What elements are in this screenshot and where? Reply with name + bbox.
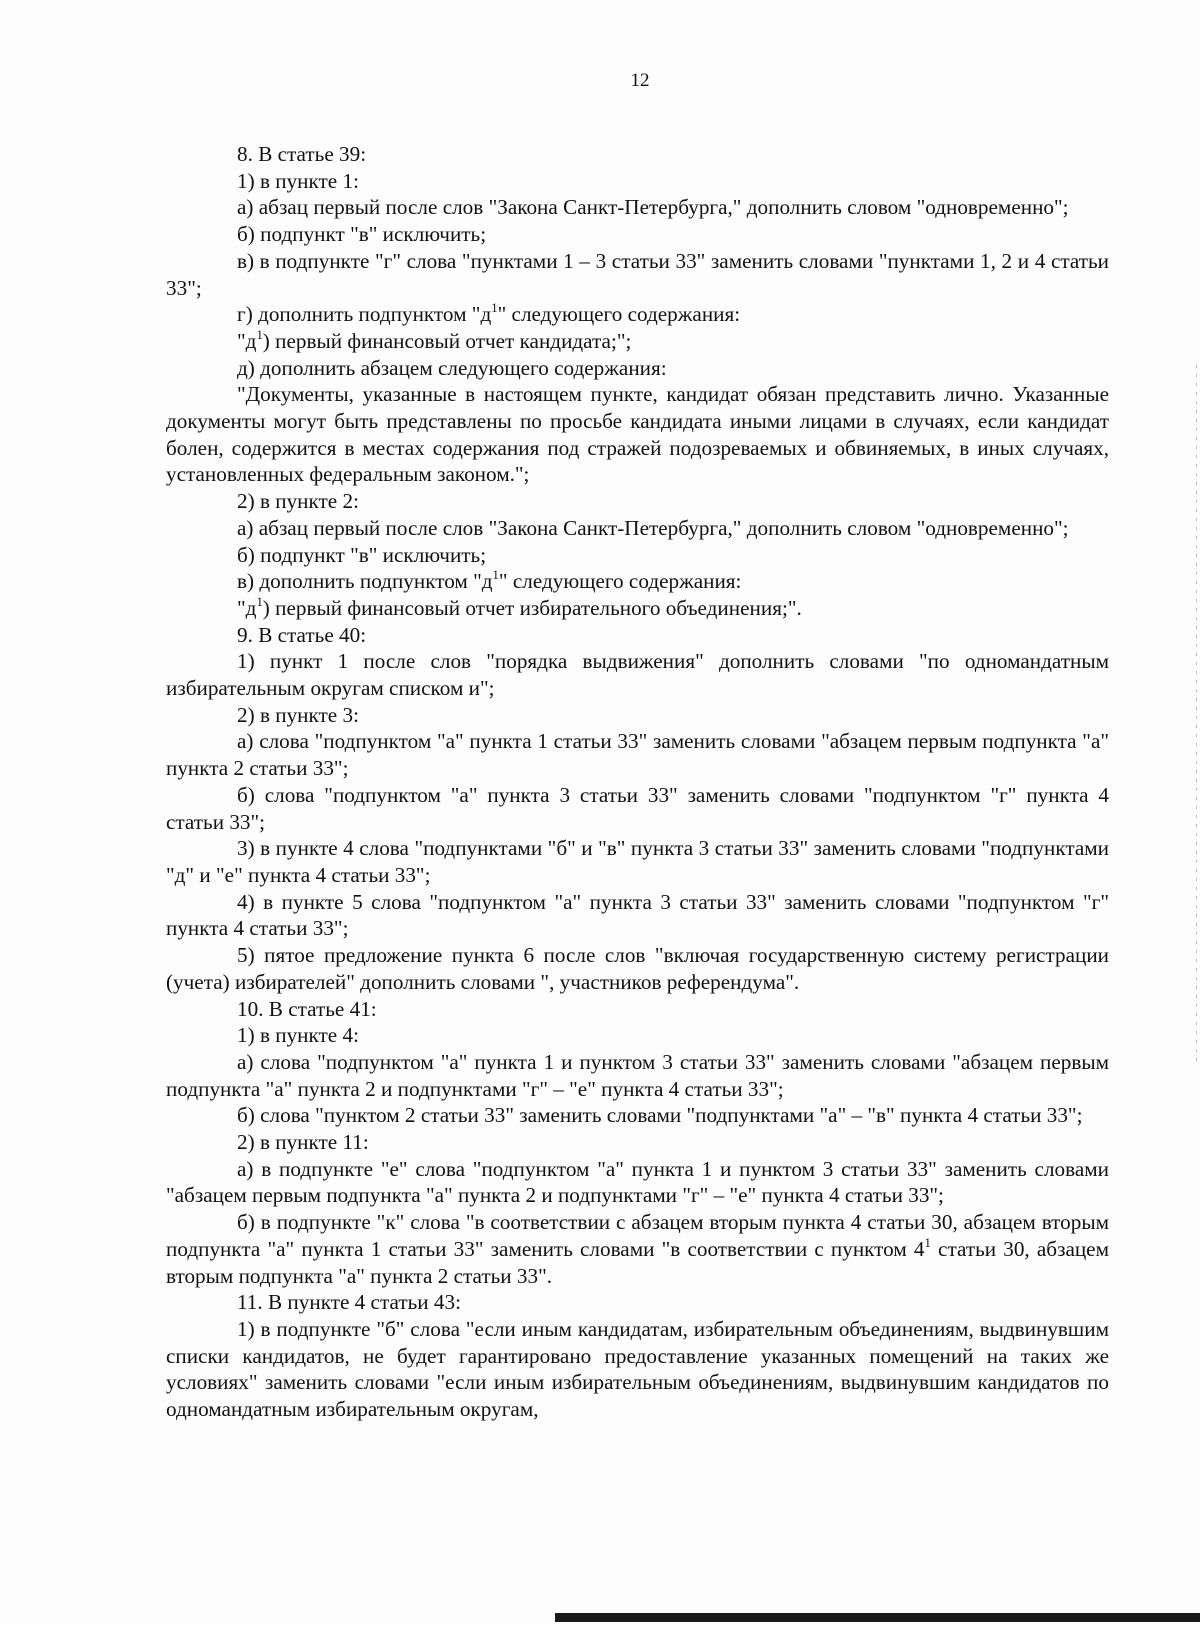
scan-bottom-bar xyxy=(555,1613,1200,1622)
paragraph-text: а) в подпункте "е" слова "подпунктом "а" пункта 1 и пунктом 3 статьи 33" заменить словами "абзацем первым подпункта "а" пункта 2 и подпунктами "г" – "е" пункта 4 статьи 33"; xyxy=(166,1156,1109,1208)
paragraph xyxy=(166,889,1109,942)
paragraph-text: 11. В пункте 4 статьи 43: xyxy=(237,1290,461,1315)
paragraph xyxy=(166,168,1109,195)
paragraph xyxy=(166,1209,1109,1289)
paragraph-text: в) дополнить подпунктом "д xyxy=(237,569,493,594)
paragraph xyxy=(166,702,1109,729)
paragraph xyxy=(166,1022,1109,1049)
paragraph-text: 2) в пункте 3: xyxy=(237,702,359,727)
paragraph-text: " следующего содержания: xyxy=(497,302,741,327)
paragraph xyxy=(166,835,1109,888)
paragraph xyxy=(166,622,1109,649)
paragraph-text: 1) в подпункте "б" слова "если иным кандидатам, избирательным объединениям, выдвинувшим списки кандидатов, не будет гарантировано предоставление указанных помещений на таких же условиях" заменить словами "если иным избирательным объединениям, выдвинувшим кандидатов по одномандатным избирательным округам, xyxy=(166,1316,1109,1422)
paragraph xyxy=(166,488,1109,515)
paragraph xyxy=(166,782,1109,835)
paragraph xyxy=(166,542,1109,569)
paragraph xyxy=(166,1316,1109,1423)
paragraph-text: а) слова "подпунктом "а" пункта 1 и пунктом 3 статьи 33" заменить словами "абзацем первым подпункта "а" пункта 2 и подпунктами "г" – "е" пункта 4 статьи 33"; xyxy=(166,1049,1109,1101)
paragraph-text: 5) пятое предложение пункта 6 после слов "включая государственную систему регистрации (учета) избирателей" дополнить словами ", участников референдума". xyxy=(166,943,1109,994)
paragraph xyxy=(166,1289,1109,1316)
paragraph-text: 3) в пункте 4 слова "подпунктами "б" и "в" пункта 3 статьи 33" заменить словами "подпунктами "д" и "е" пункта 4 статьи 33"; xyxy=(166,836,1109,887)
paragraph xyxy=(166,942,1109,995)
paragraph-text: б) в подпункте "к" слова "в соответствии с абзацем вторым пункта 4 статьи 30, абзацем вторым подпункта "а" пункта 1 статьи 33" заменить словами "в соответствии с пунктом 4 xyxy=(166,1210,1109,1261)
paragraph xyxy=(166,1049,1109,1102)
paragraph-text: " следующего содержания: xyxy=(498,569,742,594)
paragraph xyxy=(166,141,1109,168)
paragraph-text: б) подпункт "в" исключить; xyxy=(237,542,487,567)
paragraph-text: 9. В статье 40: xyxy=(237,622,367,647)
paragraph-text: 2) в пункте 11: xyxy=(237,1130,369,1155)
paragraph xyxy=(166,568,1109,595)
paragraph-text: 2) в пункте 2: xyxy=(237,489,359,514)
paragraph-text: а) абзац первый после слов "Закона Санкт-Петербурга," дополнить словом "одновременно"; xyxy=(237,195,1069,220)
paragraph-text: а) абзац первый после слов "Закона Санкт-Петербурга," дополнить словом "одновременно"; xyxy=(237,515,1069,540)
paragraph xyxy=(166,1129,1109,1156)
paragraph-text: г) дополнить подпунктом "д xyxy=(237,302,492,327)
paragraph-text: статьи 30, абзацем вторым подпункта "а" пункта 2 статьи 33". xyxy=(166,1236,1109,1288)
paragraph-text: в) в подпункте "г" слова "пунктами 1 – 3 статьи 33" заменить словами "пунктами 1, 2 и 4 статьи 33"; xyxy=(166,248,1109,300)
paragraph xyxy=(166,328,1109,355)
paragraph-text: 8. В статье 39: xyxy=(237,142,367,166)
paragraph xyxy=(166,301,1109,328)
document-body xyxy=(166,141,1109,1423)
paragraph xyxy=(166,1156,1109,1209)
scan-edge-artifact xyxy=(1196,365,1197,1065)
paragraph xyxy=(166,515,1109,542)
paragraph-text: б) слова "пунктом 2 статьи 33" заменить словами "подпунктами "а" – "в" пункта 4 статьи 33"; xyxy=(237,1103,1083,1128)
paragraph-text: ) первый финансовый отчет кандидата;"; xyxy=(262,328,632,353)
paragraph-text: 1) в пункте 1: xyxy=(237,168,359,193)
paragraph-text: а) слова "подпунктом "а" пункта 1 статьи 33" заменить словами "абзацем первым подпункта "а" пункта 2 статьи 33"; xyxy=(166,729,1109,781)
paragraph-text: д) дополнить абзацем следующего содержания: xyxy=(237,355,667,380)
paragraph xyxy=(166,1102,1109,1129)
paragraph xyxy=(166,248,1109,301)
paragraph xyxy=(166,355,1109,382)
superscript: 1 xyxy=(256,595,263,610)
paragraph-text: 1) пункт 1 после слов "порядка выдвижения" дополнить словами "по одномандатным избирательным округам списком и"; xyxy=(166,649,1109,701)
paragraph xyxy=(166,194,1109,221)
paragraph-text: б) слова "подпунктом "а" пункта 3 статьи 33" заменить словами "подпунктом "г" пункта 4 статьи 33"; xyxy=(166,782,1109,834)
superscript: 1 xyxy=(491,301,498,316)
paragraph-text: 4) в пункте 5 слова "подпунктом "а" пункта 3 статьи 33" заменить словами "подпунктом "г" пункта 4 статьи 33"; xyxy=(166,889,1109,941)
paragraph-text: "Документы, указанные в настоящем пункте, кандидат обязан представить лично. Указанные документы могут быть представлены по просьбе кандидата иными лицами в случаях, если кандидат болен, содержится в местах содержания под стражей подозреваемых и обвиняемых, в иных случаях, установленных федеральным законом."; xyxy=(166,382,1109,487)
superscript: 1 xyxy=(492,568,499,583)
paragraph xyxy=(166,996,1109,1023)
paragraph-text: "д xyxy=(237,328,257,353)
paragraph xyxy=(166,381,1109,488)
paragraph-text: ) первый финансовый отчет избирательного объединения;". xyxy=(262,595,802,620)
paragraph-text: 10. В статье 41: xyxy=(237,996,377,1021)
paragraph xyxy=(166,648,1109,701)
paragraph-text: "д xyxy=(237,595,257,620)
superscript: 1 xyxy=(924,1235,931,1250)
paragraph xyxy=(166,728,1109,781)
paragraph xyxy=(166,595,1109,622)
paragraph-text: б) подпункт "в" исключить; xyxy=(237,222,487,247)
page-number: 12 xyxy=(630,70,650,91)
superscript: 1 xyxy=(256,328,263,343)
paragraph-text: 1) в пункте 4: xyxy=(237,1023,359,1048)
paragraph xyxy=(166,221,1109,248)
